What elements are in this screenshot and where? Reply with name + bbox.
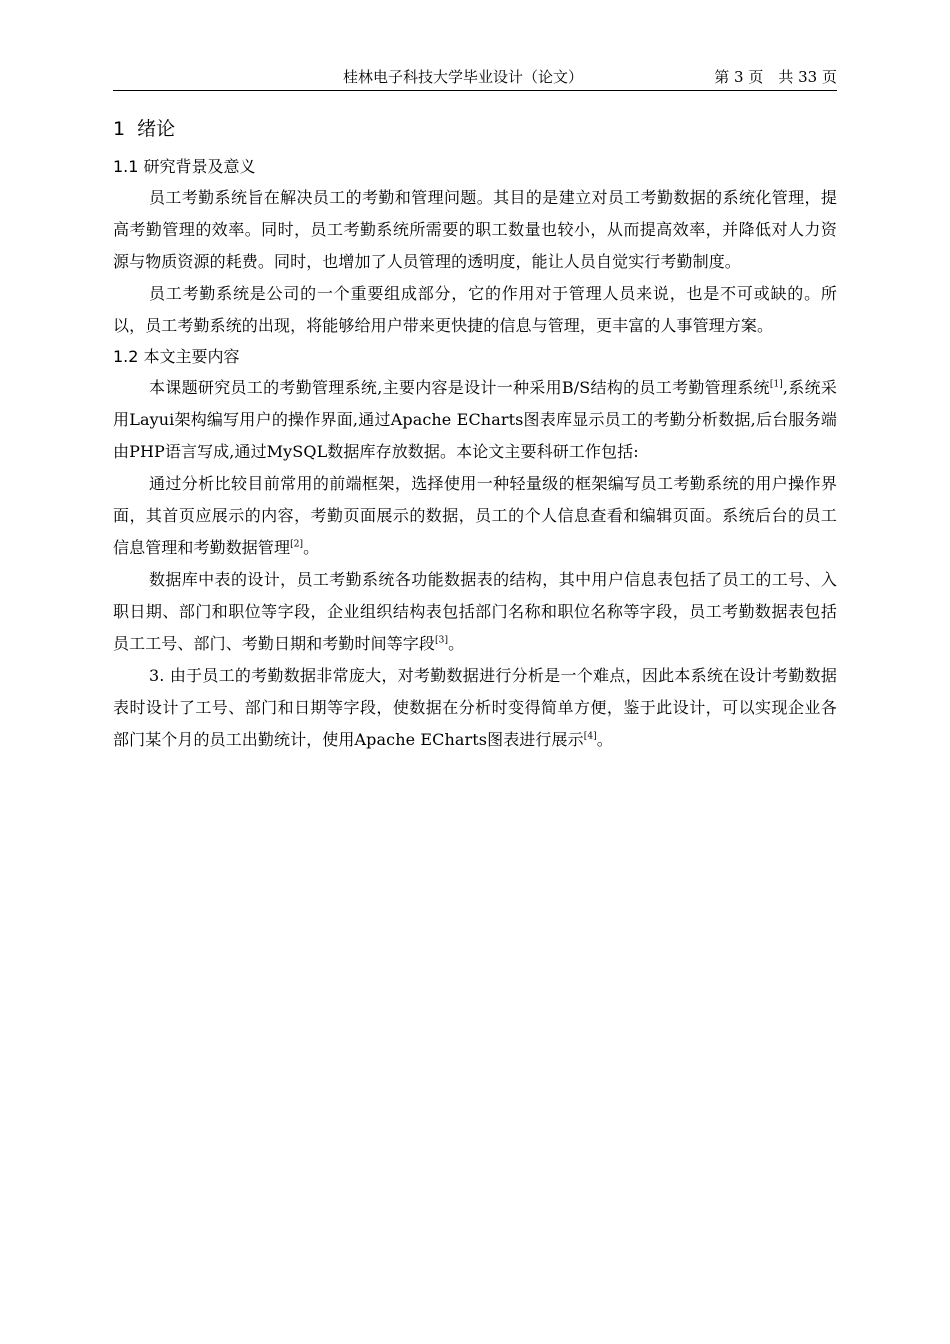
chapter-title: 绪论 [137,118,176,140]
paragraph-text: 数据库中表的设计，员工考勤系统各功能数据表的结构，其中用户信息表包括了员工的工号、入职日期、部门和职位等字段，企业组织结构表包括部门名称和职位名称等字段，员工考勤数据表包括员工工号、部门、考勤日期和考勤时间等字段 [113,570,837,653]
chapter-number: 1 [113,118,126,140]
document-body [113,112,837,756]
paragraph-text: 。 [596,730,613,749]
citation-ref: [2] [290,539,304,550]
chapter-heading [113,112,837,146]
paragraph [113,564,837,660]
section-heading-1-1: 1.1 研究背景及意义 [113,157,256,176]
paragraph-text: ,系统采用Layui架构编写用户的操作界面,通过Apache ECharts图表库显示员工的考勤分析数据,后台服务端由PHP语言写成,通过MySQL数据库存放数据。本论文主要科研工作包括: [113,378,837,461]
paragraph-text: 本课题研究员工的考勤管理系统,主要内容是设计一种采用B/S结构的员工考勤管理系统 [149,378,770,397]
citation-ref: [4] [583,731,597,742]
citation-ref: [3] [435,635,449,646]
paragraph: 员工考勤系统是公司的一个重要组成部分，它的作用对于管理人员来说，也是不可或缺的。所以，员工考勤系统的出现，将能够给用户带来更快捷的信息与管理，更丰富的人事管理方案。 [113,284,837,335]
paragraph-text: 。 [448,634,465,653]
paragraph [113,468,837,564]
paragraph-text: 3. 由于员工的考勤数据非常庞大，对考勤数据进行分析是一个难点，因此本系统在设计考勤数据表时设计了工号、部门和日期等字段，使数据在分析时变得简单方便，鉴于此设计，可以实现企业各部门某个月的员工出勤统计，使用Apache ECharts图表进行展示 [113,666,837,749]
citation-ref: [1] [769,379,783,390]
paragraph [113,372,837,468]
paragraph [113,660,837,756]
page-header [113,66,837,91]
section-heading-1-2: 1.2 本文主要内容 [113,347,240,366]
paragraph: 员工考勤系统旨在解决员工的考勤和管理问题。其目的是建立对员工考勤数据的系统化管理，提高考勤管理的效率。同时，员工考勤系统所需要的职工数量也较小，从而提高效率，并降低对人力资源与物质资源的耗费。同时，也增加了人员管理的透明度，能让人员自觉实行考勤制度。 [113,188,837,271]
paragraph-text: 通过分析比较目前常用的前端框架，选择使用一种轻量级的框架编写员工考勤系统的用户操作界面，其首页应展示的内容，考勤页面展示的数据，员工的个人信息查看和编辑页面。系统后台的员工信息管理和考勤数据管理 [113,474,837,557]
header-page-number: 第 3 页 共 33 页 [714,68,837,86]
paragraph-text: 。 [303,538,320,557]
header-school-title: 桂林电子科技大学毕业设计（论文） [343,68,584,86]
